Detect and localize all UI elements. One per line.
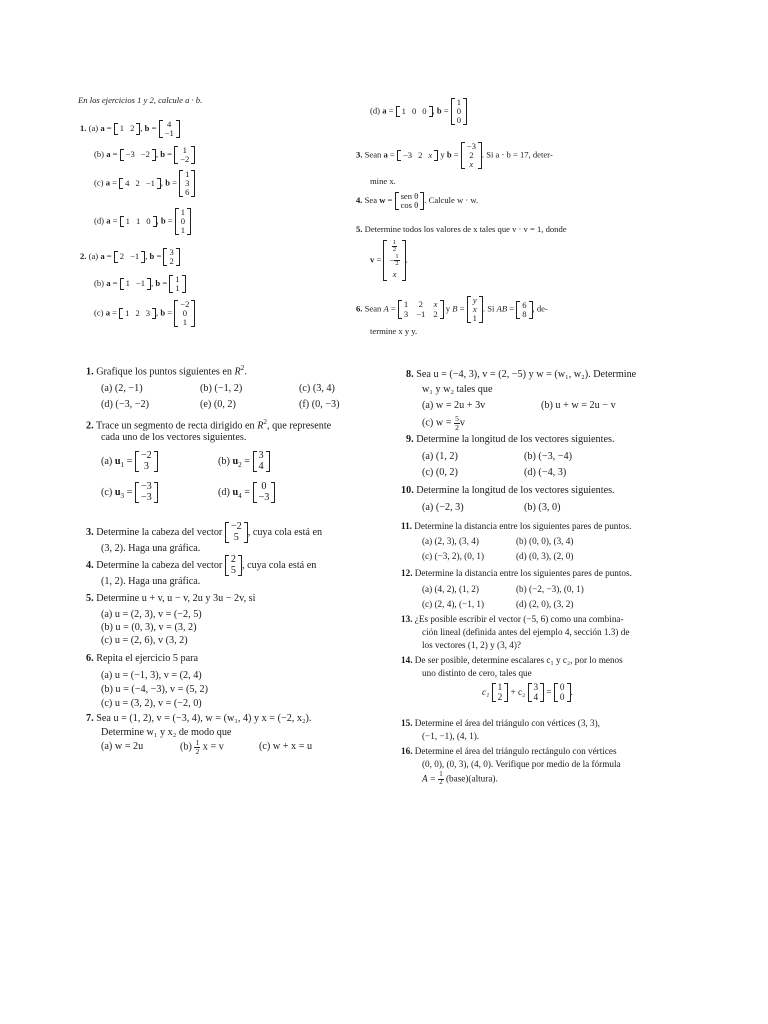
q9-text: Determine la longitud de los vectores siguientes. bbox=[416, 434, 615, 445]
q13-number: 13. bbox=[401, 614, 413, 624]
q2-text1: Trace un segmento de recta dirigido en bbox=[96, 420, 255, 432]
ex6-line2: termine x y y. bbox=[370, 326, 418, 336]
q6-c: (c) u = (3, 2), v = (−2, 0) bbox=[101, 698, 202, 709]
q9-d: (d) (−4, 3) bbox=[524, 467, 567, 478]
q2-number: 2. bbox=[86, 420, 94, 432]
q5-b: (b) u = (0, 3), v = (3, 2) bbox=[101, 622, 197, 633]
q15-number: 15. bbox=[401, 718, 413, 728]
ex6-number: 6. bbox=[356, 303, 363, 314]
ex1-number: 1. bbox=[80, 122, 87, 133]
ex5-number: 5. bbox=[356, 224, 363, 234]
q9-b: (b) (−3, −4) bbox=[524, 451, 572, 462]
ex2b-b-col: 1 1 bbox=[169, 275, 185, 293]
q16 bbox=[401, 746, 617, 756]
ex2c-label: (c) bbox=[94, 307, 104, 318]
ex1-a: 1. (a) a = 1 2 , b = 4 −1 bbox=[80, 120, 180, 138]
q12-number: 12. bbox=[401, 568, 413, 578]
q16-line2: (0, 0), (0, 3), (4, 0). Verifique por medio de la fórmula bbox=[422, 759, 621, 769]
ex3: 3. Sean a = −3 2 x y b = −3 2 x . Si a · b = 17, deter- bbox=[356, 141, 553, 170]
r1d-label: (d) bbox=[370, 105, 381, 116]
q12-d: (d) (2, 0), (3, 2) bbox=[516, 599, 574, 609]
ex1-c: (c) a = 4 2 −1 , b = 1 3 6 bbox=[94, 170, 195, 197]
q6-text: Repita el ejercicio 5 para bbox=[96, 653, 199, 664]
ex3-text2: y bbox=[440, 149, 445, 160]
q9 bbox=[406, 434, 615, 445]
q11 bbox=[401, 521, 631, 531]
q14 bbox=[401, 655, 623, 665]
ex1a-b-col: 4 −1 bbox=[159, 120, 180, 138]
q10-number: 10. bbox=[401, 485, 414, 496]
ex1-b: (b) a = −3 −2 , b = 1 −2 bbox=[94, 146, 195, 164]
ex1c-b-col: 1 3 6 bbox=[179, 170, 195, 197]
q2-line2: cada uno de los vectores siguientes. bbox=[101, 432, 247, 443]
ex6-AB-col: 6 8 bbox=[516, 301, 532, 319]
ex2b-a-row: 1 −1 bbox=[120, 278, 151, 289]
ex1a-label: (a) bbox=[88, 122, 99, 133]
r1d-a-row: 1 0 0 bbox=[396, 106, 433, 117]
q13 bbox=[401, 614, 624, 624]
q13-line3: los vectores (1, 2) y (3, 4)? bbox=[422, 640, 521, 650]
q15-line2: (−1, −1), (4, 1). bbox=[422, 731, 480, 741]
q14-text1: De ser posible, determine escalares c₁ y c₂, por lo menos bbox=[414, 655, 623, 665]
q1-text: Grafique los puntos siguientes en bbox=[96, 366, 232, 378]
ex2b-label: (b) bbox=[94, 277, 105, 288]
ex2a-label: (a) bbox=[88, 250, 99, 261]
q7-text1: Sea u = (1, 2), v = (−3, 4), w = (w₁, 4) y x = (−2, x₂). bbox=[96, 713, 312, 724]
q3-line2: (3, 2). Haga una gráfica. bbox=[101, 543, 201, 554]
q4: 4. Determine la cabeza del vector 2 5 , cuya cola está en bbox=[86, 554, 317, 576]
q3-number: 3. bbox=[86, 527, 94, 539]
ex2c-a-row: 1 2 3 bbox=[119, 308, 156, 319]
q1-b: (b) (−1, 2) bbox=[200, 383, 243, 394]
ex1c-label: (c) bbox=[94, 177, 104, 188]
ex6-text3: . Si bbox=[482, 303, 495, 314]
ex3-number: 3. bbox=[356, 149, 363, 160]
q8-number: 8. bbox=[406, 369, 414, 380]
q9-c: (c) (0, 2) bbox=[422, 467, 458, 478]
q2-d: (d) $u_4$ = 0 −3 bbox=[218, 482, 275, 503]
ex6-text4: , de- bbox=[532, 303, 548, 314]
ex4: 4. Sea w = sen θ cos θ . Calcule w · w. bbox=[356, 191, 479, 211]
q7-a: (a) w = 2u bbox=[101, 741, 144, 752]
r1d-b-col: 1 0 0 bbox=[451, 98, 467, 125]
q11-d: (d) (0, 3), (2, 0) bbox=[516, 551, 574, 561]
q12-a: (a) (4, 2), (1, 2) bbox=[422, 584, 479, 594]
q7 bbox=[86, 713, 311, 724]
q2: 2. Trace un segmento de recta dirigido en $R^2$, que represente bbox=[86, 418, 332, 432]
q7-line2: Determine w₁ y x₂ de modo que bbox=[101, 727, 232, 738]
ex6-text1: Sean bbox=[364, 303, 382, 314]
q14-equation: c₁ 1 2 + c₂ 3 4 = 0 0 . bbox=[482, 682, 573, 702]
ex5-text: Determine todos los valores de x tales que v · v = 1, donde bbox=[364, 224, 567, 234]
q1: 1. Grafique los puntos siguientes en $R^2$. bbox=[86, 364, 247, 378]
q1-number: 1. bbox=[86, 366, 94, 378]
q7-c: (c) w + x = u bbox=[259, 741, 313, 752]
q8-line2: w₁ y w₂ tales que bbox=[422, 384, 493, 395]
ex1-d: (d) a = 1 1 0 , b = 1 0 1 bbox=[94, 208, 191, 235]
q12-text: Determine la distancia entre los siguientes pares de puntos. bbox=[414, 568, 632, 578]
q14-number: 14. bbox=[401, 655, 413, 665]
ex3-a-row: −3 2 x bbox=[397, 150, 438, 161]
ex4-text1: Sea bbox=[364, 194, 378, 205]
ex1b-a-row: −3 −2 bbox=[120, 149, 156, 160]
q11-a: (a) (2, 3), (3, 4) bbox=[422, 536, 479, 546]
q5-c: (c) u = (2, 6), v (3, 2) bbox=[101, 635, 188, 646]
ex1d-a-row: 1 1 0 bbox=[120, 216, 157, 227]
q7-b: (b) $\frac{1}{2}$ x = v bbox=[180, 738, 224, 756]
q1-c: (c) (3, 4) bbox=[299, 383, 335, 394]
q12-b: (b) (−2, −3), (0, 1) bbox=[516, 584, 584, 594]
ex1b-label: (b) bbox=[94, 148, 105, 159]
ex3-text3: . Si a · b = 17, deter- bbox=[481, 149, 553, 160]
ex2-c: (c) a = 1 2 3 , b = −2 0 1 bbox=[94, 300, 195, 327]
q11-text: Determine la distancia entre los siguientes pares de puntos. bbox=[414, 521, 632, 531]
ex6: 6. Sean A = 1 2 x 3 −1 2 y B = y x 1 . Si AB = 6 8 , de- bbox=[356, 295, 548, 324]
q4-number: 4. bbox=[86, 560, 94, 572]
q12-c: (c) (2, 4), (−1, 1) bbox=[422, 599, 485, 609]
ex2-a: 2. (a) a = 2 −1 , b = 3 2 bbox=[80, 248, 180, 266]
ex3-text1: Sean bbox=[364, 149, 382, 160]
q5 bbox=[86, 593, 255, 604]
q5-a: (a) u = (2, 3), v = (−2, 5) bbox=[101, 609, 202, 620]
q3: 3. Determine la cabeza del vector −2 5 , cuya cola está en bbox=[86, 521, 323, 543]
q10-text: Determine la longitud de los vectores siguientes. bbox=[416, 485, 615, 496]
q2-c: (c) $u_3$ = −3 −3 bbox=[101, 482, 158, 503]
ex1c-a-row: 4 2 −1 bbox=[119, 178, 161, 189]
q6 bbox=[86, 653, 198, 664]
q3-text: Determine la cabeza del vector bbox=[96, 527, 223, 539]
q8-b: (b) u + w = 2u − v bbox=[541, 400, 616, 411]
q11-b: (b) (0, 0), (3, 4) bbox=[516, 536, 574, 546]
q1-d: (d) (−3, −2) bbox=[101, 399, 149, 410]
intro-text: En los ejercicios 1 y 2, calcule a · b. bbox=[78, 95, 203, 105]
q12 bbox=[401, 568, 632, 578]
q1-f: (f) (0, −3) bbox=[299, 399, 340, 410]
q2-text1b: , que represente bbox=[266, 420, 332, 432]
q8 bbox=[406, 369, 636, 380]
ex5-v-col: $\frac{1}{2}$ − $\frac{1}{2}$ x bbox=[383, 240, 405, 281]
q13-line2: ción lineal (definida antes del ejemplo 4, sección 1.3) de bbox=[422, 627, 630, 637]
q16-number: 16. bbox=[401, 746, 413, 756]
q10-a: (a) (−2, 3) bbox=[422, 502, 464, 513]
ex4-text2: . Calcule w · w. bbox=[424, 194, 479, 205]
q15 bbox=[401, 718, 600, 728]
q13-text1: ¿Es posible escribir el vector (−5, 6) como una combina- bbox=[414, 614, 624, 624]
q8-text1: Sea u = (−4, 3), v = (2, −5) y w = (w₁, w₂). Determine bbox=[416, 369, 637, 380]
q5-text: Determine u + v, u − v, 2u y 3u − 2v, si bbox=[96, 593, 256, 604]
ex1d-label: (d) bbox=[94, 215, 105, 226]
ex1-d-right: (d) a = 1 0 0 , b = 1 0 0 bbox=[370, 98, 467, 125]
q6-a: (a) u = (−1, 3), v = (2, 4) bbox=[101, 670, 202, 681]
ex2c-b-col: −2 0 1 bbox=[174, 300, 195, 327]
q8-a: (a) w = 2u + 3v bbox=[422, 400, 486, 411]
ex1b-b-col: 1 −2 bbox=[174, 146, 195, 164]
ex6-text2: y bbox=[445, 303, 451, 314]
q6-b: (b) u = (−4, −3), v = (5, 2) bbox=[101, 684, 209, 695]
ex2a-a-row: 2 −1 bbox=[114, 251, 145, 262]
ex2-b: (b) a = 1 −1 , b = 1 1 bbox=[94, 275, 186, 293]
ex2-number: 2. bbox=[80, 250, 87, 261]
q11-number: 11. bbox=[401, 521, 412, 531]
ex6-A-matrix: 1 2 x 3 −1 2 bbox=[398, 300, 444, 320]
q8-c: (c) w = $\frac{5}{2}$ v bbox=[422, 414, 465, 432]
q2-a: (a) $u_1$ = −2 3 bbox=[101, 451, 158, 472]
q4-text: Determine la cabeza del vector bbox=[96, 560, 223, 572]
q9-number: 9. bbox=[406, 434, 414, 445]
q6-number: 6. bbox=[86, 653, 94, 664]
ex3-b-col: −3 2 x bbox=[461, 142, 482, 169]
ex1d-b-col: 1 0 1 bbox=[175, 208, 191, 235]
ex5 bbox=[356, 224, 567, 234]
q5-number: 5. bbox=[86, 593, 94, 604]
ex4-number: 4. bbox=[356, 194, 363, 205]
q10-b: (b) (3, 0) bbox=[524, 502, 561, 513]
q15-text1: Determine el área del triángulo con vértices (3, 3), bbox=[414, 718, 600, 728]
q7-number: 7. bbox=[86, 713, 94, 724]
q1-a: (a) (2, −1) bbox=[101, 383, 143, 394]
q2-b: (b) $u_2$ = 3 4 bbox=[218, 451, 270, 472]
ex1a-a-row: 1 2 bbox=[114, 123, 141, 134]
q16-line3: A = $\frac{1}{2}$ (base)(altura). bbox=[422, 771, 498, 786]
q11-c: (c) (−3, 2), (0, 1) bbox=[422, 551, 485, 561]
q14-line2: uno distinto de cero, tales que bbox=[422, 668, 532, 678]
q9-a: (a) (1, 2) bbox=[422, 451, 458, 462]
q1-e: (e) (0, 2) bbox=[200, 399, 236, 410]
q10 bbox=[401, 485, 615, 496]
ex5-vector: v = $\frac{1}{2}$ − $\frac{1}{2}$ x . bbox=[370, 239, 408, 279]
q4-line2: (1, 2). Haga una gráfica. bbox=[101, 576, 201, 587]
ex4-w-col: sen θ cos θ bbox=[395, 192, 425, 210]
q16-text1: Determine el área del triángulo rectángulo con vértices bbox=[414, 746, 617, 756]
ex2a-b-col: 3 2 bbox=[163, 248, 179, 266]
ex3-line2: mine x. bbox=[370, 176, 396, 186]
ex6-B-col: y x 1 bbox=[467, 296, 483, 323]
